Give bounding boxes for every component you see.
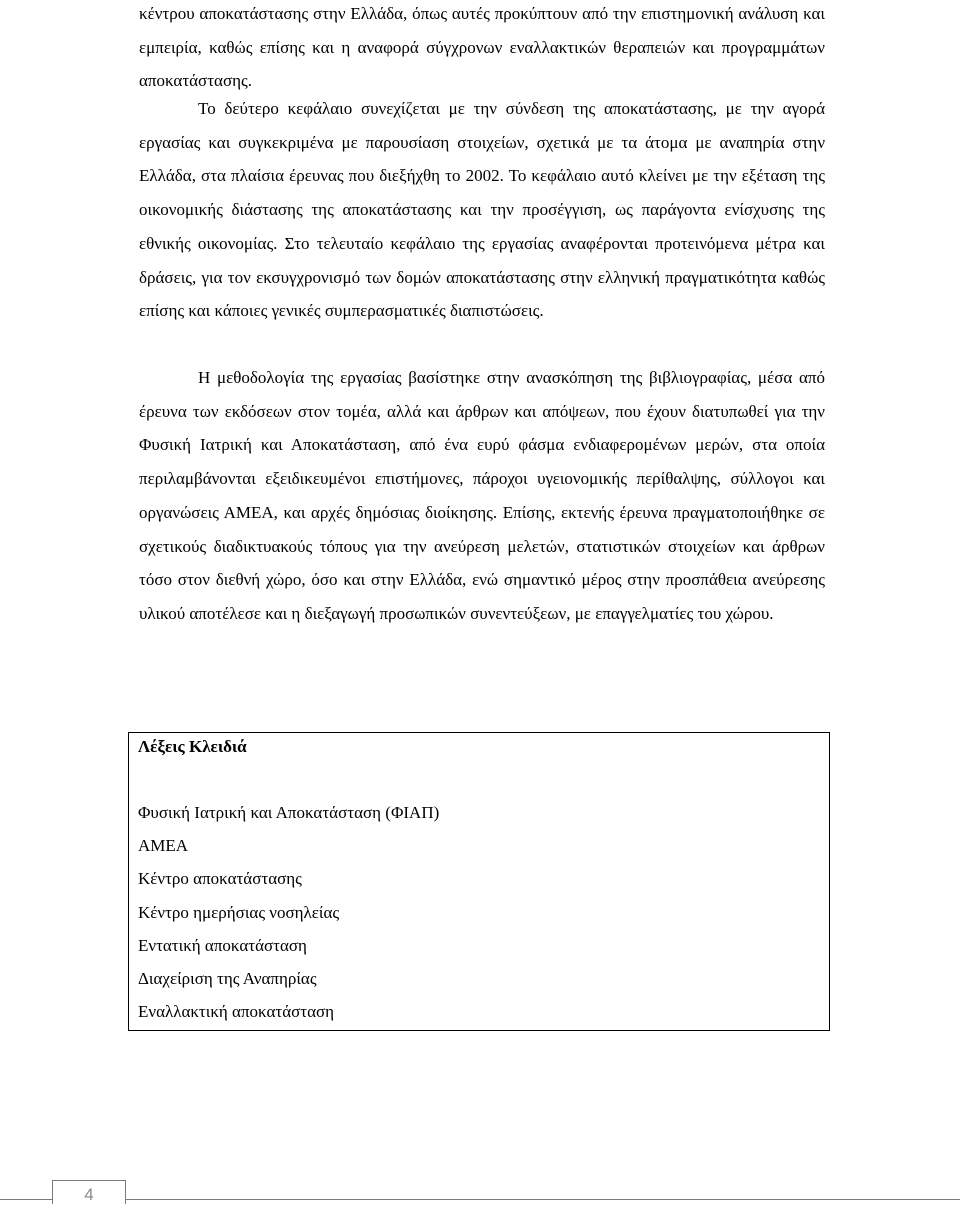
page-number: 4	[84, 1185, 94, 1204]
keywords-title: Λέξεις Κλειδιά	[138, 737, 247, 756]
keyword-item: Διαχείριση της Αναπηρίας	[138, 969, 317, 989]
keywords-box	[128, 732, 830, 1031]
body-paragraph-1: κέντρου αποκατάστασης στην Ελλάδα, όπως αυτές προκύπτουν από την επιστημονική ανάλυση και εμπειρία, καθώς επίσης και η αναφορά σύγχρονων εναλλακτικών θεραπειών και προγραμμάτων αποκατάστασης.	[139, 4, 825, 91]
keywords-list	[138, 796, 439, 1028]
body-paragraph-3: Η μεθοδολογία της εργασίας βασίστηκε στην ανασκόπηση της βιβλιογραφίας, μέσα από έρευνα των εκδόσεων στον τομέα, αλλά και άρθρων και απόψεων, που έχουν διατυπωθεί για την Φυσική Ιατρική και Αποκατάσταση, από ένα ευρύ φάσμα ενδιαφερομένων μερών, στα οποία περιλαμβάνονται εξειδικευμένοι επιστήμονες, πάροχοι υγειονομικής περίθαλψης, σύλλογοι και οργανώσεις ΑΜΕΑ, και αρχές δημόσιας διοίκησης. Επίσης, εκτενής έρευνα πραγματοποιήθηκε σε σχετικούς διαδικτυακούς τόπους για την ανεύρεση μελετών, στατιστικών στοιχείων και άρθρων τόσο στον διεθνή χώρο, όσο και στην Ελλάδα, ενώ σημαντικό μέρος στην προσπάθεια ανεύρεσης υλικού αποτέλεσε και η διεξαγωγή προσωπικών συνεντεύξεων, με επαγγελματίες του χώρου.	[139, 368, 825, 623]
page-number-box	[52, 1180, 126, 1204]
keyword-item: Κέντρο αποκατάστασης	[138, 869, 302, 889]
body-paragraph-2: Το δεύτερο κεφάλαιο συνεχίζεται με την σύνδεση της αποκατάστασης, με την αγορά εργασίας και συγκεκριμένα με παρουσίαση στοιχείων, σχετικά με τα άτομα με αναπηρία στην Ελλάδα, στα πλαίσια έρευνας που διεξήχθη το 2002. Το κεφάλαιο αυτό κλείνει με την εξέταση της οικονομικής διάστασης της αποκατάστασης και την προσέγγιση, ως παράγοντα ενίσχυσης της εθνικής οικονομίας. Στο τελευταίο κεφάλαιο της εργασίας αναφέρονται προτεινόμενα μέτρα και δράσεις, για τον εκσυγχρονισμό των δομών αποκατάστασης στην ελληνική πραγματικότητα καθώς επίσης και κάποιες γενικές συμπερασματικές διαπιστώσεις.	[139, 99, 825, 321]
keyword-item: Εντατική αποκατάσταση	[138, 935, 307, 955]
footer-corner-line	[0, 1180, 52, 1200]
keyword-item: Εναλλακτική αποκατάσταση	[138, 1002, 335, 1022]
keyword-item: Φυσική Ιατρική και Αποκατάσταση (ΦΙΑΠ)	[138, 803, 440, 822]
keyword-item: Κέντρο ημερήσιας νοσηλείας	[138, 902, 340, 922]
footer-rule	[0, 1199, 960, 1200]
keyword-item: ΑΜΕΑ	[138, 836, 189, 856]
